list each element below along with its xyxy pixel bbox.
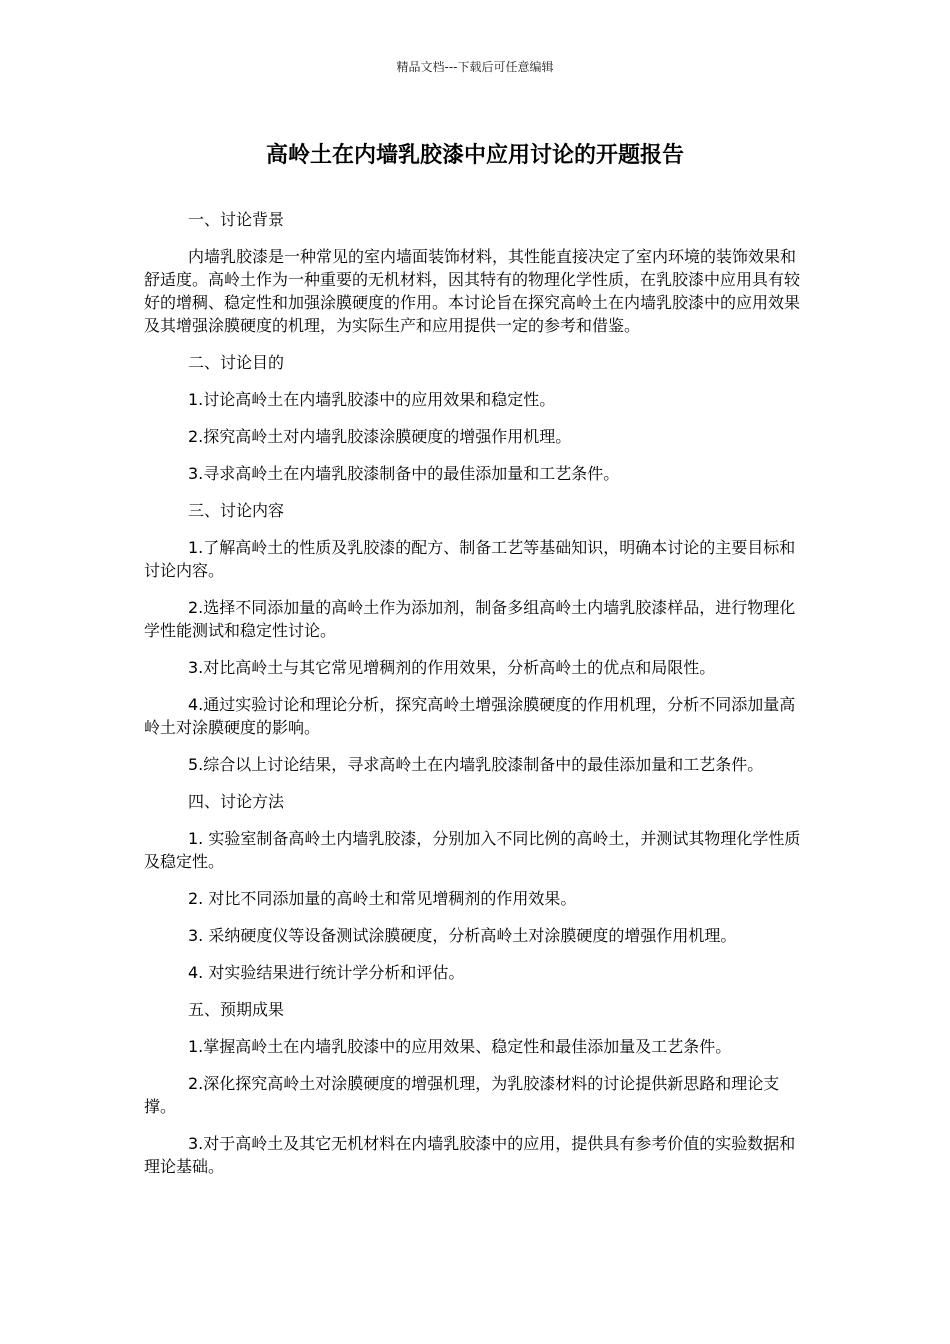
method-item-1: 1. 实验室制备高岭土内墙乳胶漆，分别加入不同比例的高岭土，并测试其物理化学性质及稳定性。 [144, 829, 801, 871]
content-item-5: 5.综合以上讨论结果，寻求高岭土在内墙乳胶漆制备中的最佳添加量和工艺条件。 [188, 755, 764, 774]
document-body [144, 208, 810, 1192]
method-item-4: 4. 对实验结果进行统计学分析和评估。 [188, 963, 465, 982]
outcome-item-3: 3.对于高岭土及其它无机材料在内墙乳胶漆中的应用，提供具有参考价值的实验数据和理论基础。 [144, 1134, 796, 1176]
method-item-2: 2. 对比不同添加量的高岭土和常见增稠剂的作用效果。 [188, 889, 577, 908]
content-item-2: 2.选择不同添加量的高岭土作为添加剂，制备多组高岭土内墙乳胶漆样品，进行物理化学性能测试和稳定性讨论。 [144, 598, 796, 640]
section-heading-outcomes: 五、预期成果 [188, 1000, 285, 1019]
content-item-1: 1.了解高岭土的性质及乳胶漆的配方、制备工艺等基础知识，明确本讨论的主要目标和讨论内容。 [144, 538, 796, 580]
outcome-item-1: 1.掌握高岭土在内墙乳胶漆中的应用效果、稳定性和最佳添加量及工艺条件。 [188, 1037, 732, 1056]
section-heading-content: 三、讨论内容 [188, 501, 285, 520]
method-item-3: 3. 采纳硬度仪等设备测试涂膜硬度，分析高岭土对涂膜硬度的增强作用机理。 [188, 926, 737, 945]
purpose-item-2: 2.探究高岭土对内墙乳胶漆涂膜硬度的增强作用机理。 [188, 427, 572, 446]
header-note: 精品文档---下载后可任意编辑 [396, 60, 554, 74]
purpose-item-3: 3.寻求高岭土在内墙乳胶漆制备中的最佳添加量和工艺条件。 [188, 464, 620, 483]
document-title: 高岭土在内墙乳胶漆中应用讨论的开题报告 [265, 143, 684, 168]
outcome-item-2: 2.深化探究高岭土对涂膜硬度的增强机理，为乳胶漆材料的讨论提供新思路和理论支撑。 [144, 1074, 780, 1116]
paragraph-background: 内墙乳胶漆是一种常见的室内墙面装饰材料，其性能直接决定了室内环境的装饰效果和舒适度。高岭土作为一种重要的无机材料，因其特有的物理化学性质，在乳胶漆中应用具有较好的增稠、稳定性和加强涂膜硬度的作用。本讨论旨在探究高岭土在内墙乳胶漆中的应用效果及其增强涂膜硬度的机理，为实际生产和应用提供一定的参考和借鉴。 [144, 247, 801, 335]
section-heading-methods: 四、讨论方法 [188, 792, 285, 811]
section-heading-background: 一、讨论背景 [188, 210, 285, 229]
purpose-item-1: 1.讨论高岭土在内墙乳胶漆中的应用效果和稳定性。 [188, 390, 556, 409]
section-heading-purpose: 二、讨论目的 [188, 353, 285, 372]
content-item-4: 4.通过实验讨论和理论分析，探究高岭土增强涂膜硬度的作用机理，分析不同添加量高岭土对涂膜硬度的影响。 [144, 695, 796, 737]
content-item-3: 3.对比高岭土与其它常见增稠剂的作用效果，分析高岭土的优点和局限性。 [188, 658, 716, 677]
